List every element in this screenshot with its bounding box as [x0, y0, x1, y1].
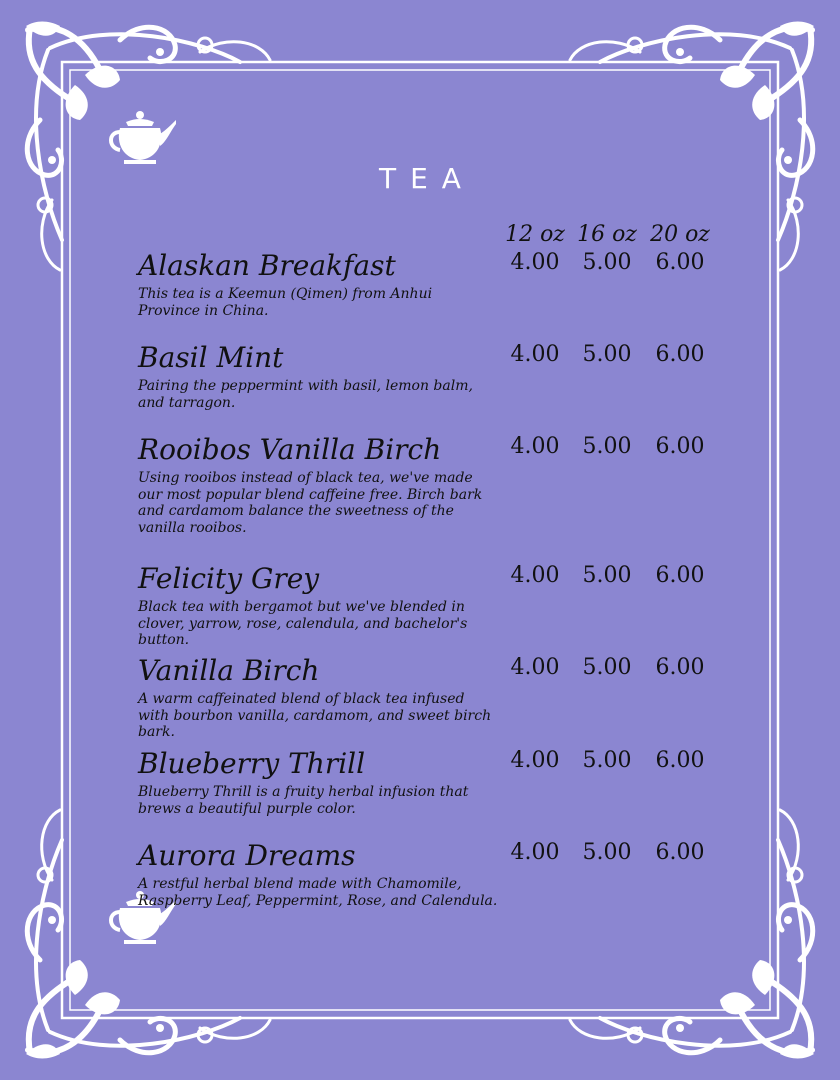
price-20oz: 6.00 [655, 748, 705, 773]
price-12oz: 4.00 [510, 840, 560, 865]
item-description: Blueberry Thrill is a fruity herbal infusion that brews a beautiful purple color. [138, 784, 469, 817]
item-name: Vanilla Birch [138, 654, 320, 687]
size-label-20oz: 20 oz [650, 222, 710, 247]
menu-item [138, 342, 518, 411]
price-16oz: 5.00 [582, 434, 632, 459]
price-16oz: 5.00 [582, 840, 632, 865]
item-name: Basil Mint [138, 341, 284, 374]
item-name: Rooibos Vanilla Birch [138, 433, 442, 466]
item-name: Alaskan Breakfast [138, 249, 396, 282]
price-12oz: 4.00 [510, 563, 560, 588]
item-name: Blueberry Thrill [138, 747, 366, 780]
price-16oz: 5.00 [582, 342, 632, 367]
item-description: Using rooibos instead of black tea, we've made our most popular blend caffeine free. Birch bark and cardamom balance the sweetness of the vanilla rooibos. [138, 470, 483, 536]
item-name: Felicity Grey [138, 562, 320, 595]
price-12oz: 4.00 [510, 655, 560, 680]
menu-item [138, 434, 518, 536]
item-description: Pairing the peppermint with basil, lemon balm, and tarragon. [138, 378, 473, 411]
menu-item [138, 563, 518, 649]
menu-item [138, 748, 518, 817]
price-20oz: 6.00 [655, 250, 705, 275]
price-16oz: 5.00 [582, 748, 632, 773]
price-12oz: 4.00 [510, 434, 560, 459]
item-description: Black tea with bergamot but we've blended in clover, yarrow, rose, calendula, and bachelor's button. [138, 599, 468, 648]
price-12oz: 4.00 [510, 342, 560, 367]
menu-item [138, 250, 518, 319]
size-label-12oz: 12 oz [505, 222, 565, 247]
menu-item [138, 840, 518, 909]
item-description: A warm caffeinated blend of black tea infused with bourbon vanilla, cardamom, and sweet birch bark. [138, 691, 492, 740]
menu-title: TEA [379, 162, 475, 195]
price-20oz: 6.00 [655, 840, 705, 865]
menu-item [138, 655, 518, 741]
price-16oz: 5.00 [582, 250, 632, 275]
price-20oz: 6.00 [655, 563, 705, 588]
item-name: Aurora Dreams [138, 839, 356, 872]
size-label-16oz: 16 oz [577, 222, 637, 247]
item-description: This tea is a Keemun (Qimen) from Anhui Province in China. [138, 286, 433, 319]
price-16oz: 5.00 [582, 563, 632, 588]
price-20oz: 6.00 [655, 434, 705, 459]
item-description: A restful herbal blend made with Chamomile, Raspberry Leaf, Peppermint, Rose, and Calendula. [138, 876, 498, 909]
price-16oz: 5.00 [582, 655, 632, 680]
price-12oz: 4.00 [510, 748, 560, 773]
price-12oz: 4.00 [510, 250, 560, 275]
teapot-icon [106, 110, 178, 166]
price-20oz: 6.00 [655, 655, 705, 680]
price-20oz: 6.00 [655, 342, 705, 367]
